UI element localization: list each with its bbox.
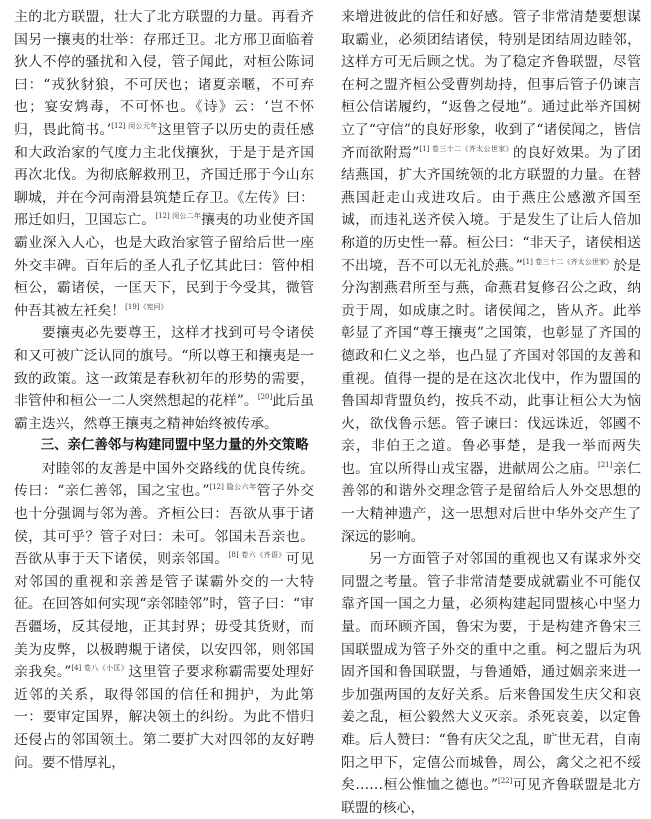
left-paragraph-mulin: 对睦邻的友善是中国外交路线的优良传统。传曰：“亲仁善邻，国之宝也。”$^{[12] 隐公六年}$管子外交也十分强调与邻为善。齐桓公曰：吾欲从事于诸侯，其可乎？管子对曰：未可。邻国未吾亲也。吾欲从事于天下诸侯，则亲邻国。$^{[8] 卷六《齐语》}$可见对邻国的重视和亲善是管子谋霸外交的一大特征。在回答如何实现“亲邻睦邻”时，管子曰：“审吾疆场，反其侵地，正其封界；毋受其货财，而美为皮弊，以极聘覜于诸侯，以安四邻，则邻国亲我矣。”$^{[4] 卷八《小匡》}$这里管子要求称霸需要处理好近邻的关系，取得邻国的信任和拥护，为此第一：要审定国界，解决领土的纠纷。为此不惜归还侵占的邻国领土。第二要扩大对四邻的友好聘问。要不惜厚礼， [14,460,314,771]
left-paragraph-continuation: 主的北方联盟，壮大了北方联盟的力量。再看齐国另一攘夷的壮举：存邢迁卫。北方邢卫面临着狄人不停的骚扰和入侵，管子闻此，对桓公陈词曰：“戎狄豺狼，不可厌也；诸夏亲暱，不可弃也；宴安鸩毒，不可怀也。《诗》云：‘岂不怀归，畏此简书。’$^{[12] 闵公元年}$这里管子以历史的责任感和大政治家的气度力主北伐攘狄，于是于是齐国再次北伐。为彻底解救刑卫，齐国迁邢于今山东聊城，并在今河南滑县筑楚丘存卫。《左传》曰：邢迁如归，卫国忘亡。$^{[12] 闵公二年}$攘夷的功业使齐国霸业深入人心，也是大政治家管子留给后世一座外交丰碑。百年后的圣人孔子忆其此曰：管仲相桓公，霸诸侯，一匡天下，民到于今受其，微管仲吾其被左衽矣！$^{[19]《宪问》}$ [14,9,314,319]
citation-reference: [8] 卷六《齐语》 [228,551,286,560]
citation-reference: [19]《宪问》 [125,302,168,311]
left-paragraph-zunwang: 要攘夷必先要尊王，这样才找到可号令诸侯和又可被广泛认同的旗号。“所以尊王和攘夷是一致的政策。这一政策是春秋初年的形势的需要，非管仲和桓公一二人突然想起的花样”。[20]此后虽霸主迭兴，然尊王攘夷之精神始终被传承。 [14,325,314,432]
citation-reference: [1] 卷三十二《齐太公世家》 [419,144,514,153]
citation-reference: [4] 卷八《小匡》 [71,664,129,673]
citation-reference: [1] 卷三十二《齐太公世家》 [522,257,614,266]
citation-reference: [21] [598,460,613,469]
section-heading: 三、亲仁善邻与构建同盟中坚力量的外交策略 [40,438,309,454]
left-column [14,6,314,774]
citation-reference: [12] 闵公元年 [111,121,158,130]
citation-reference: [12] 隐公六年 [209,483,257,492]
right-paragraph-alliance: 另一方面管子对邻国的重视也又有谋求外交同盟之考量。管子非常清楚要成就霸业不可能仅靠齐国一国之力量，必须构建起同盟核心中坚力量。而环顾齐国，鲁宋为要，于是构建齐鲁宋三国联盟成为管子外交的重中之重。柯之盟后为巩固齐国和鲁国联盟，与鲁通婚，通过姻亲来进一步加强两国的友好关系。后来鲁国发生庆父和哀姜之乱，桓公毅然大义灭亲。杀死哀姜，以定鲁难。后人赞曰：“鲁有庆父之乱，旷世无君，自南阳之甲下，定僖公而城鲁，周公，禽父之祀不绥矣……桓公惟恤之德也。”[22]可见齐鲁联盟是北方联盟的核心， [341,551,641,816]
citation-reference: [12] 闵公二年 [155,212,202,221]
citation-reference: [20] [257,393,273,402]
right-paragraph-continuation: 来增进彼此的信任和好感。管子非常清楚要想谋取霸业，必须团结诸侯，特别是团结周边睦邻，这样方可无后顾之忧。为了稳定齐鲁联盟，尽管在柯之盟齐桓公受曹刿劫持，但事后管子仍谏言桓公信诺履约，“返鲁之侵地”。通过此举齐国树立了“守信”的良好形象，收到了“诸侯闻之，皆信齐而欲附焉”$^{[1] 卷三十二《齐太公世家》}$的良好效果。为了团结燕国，扩大齐国统领的北方联盟的力量。在替燕国赶走山戎进攻后。由于燕庄公感激齐国至诚，而违礼送齐侯入境。于是发生了让后人倍加称道的历史性一幕。桓公曰：“非天子，诸侯相送不出境，吾不可以无礼於燕。”$^{[1] 卷三十二《齐太公世家》}$於是分沟割燕君所至与燕，命燕君复修召公之政，纳贡于周，如成康之时。诸侯闻之，皆从齐。此举彰显了齐国“尊王攘夷”之国策，也彰显了齐国的德政和仁义之举，也凸显了齐国对邻国的友善和重视。值得一提的是在这次北伐中，作为盟国的鲁国却背盟负约，按兵不动，此事让桓公大为恼火，欲伐鲁示惩。管子谏曰：伐远诛近，邻國不亲，非伯王之道。鲁必事楚，是我一举而两失也。宜以所得山戎宝器，进献周公之庙。[21]亲仁善邻的和谐外交理念管子是留给后人外交思想的一大精神遗产，这一思想对后世中华外交产生了深远的影响。 [341,9,641,545]
citation-reference: [22] [497,777,513,786]
right-column [341,6,641,819]
